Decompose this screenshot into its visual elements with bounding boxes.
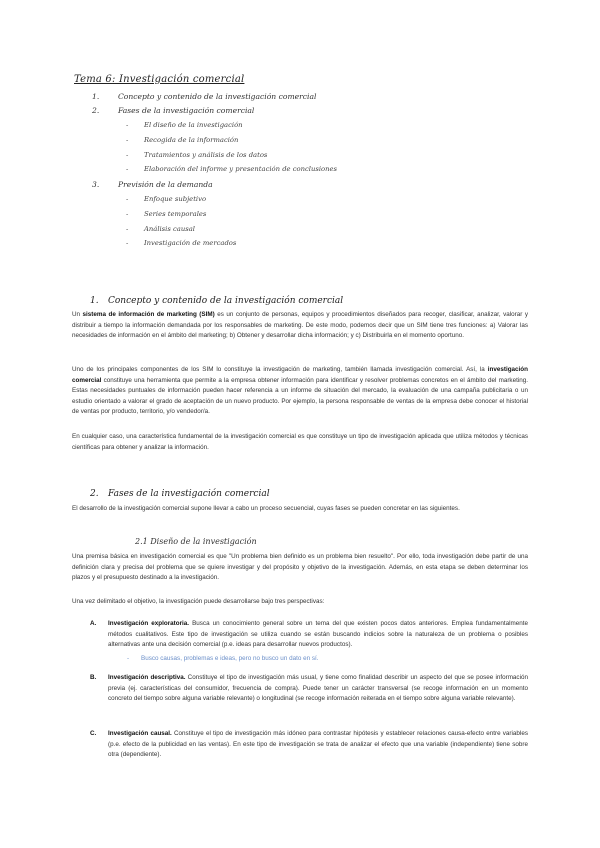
section-1-heading: 1. Concepto y contenido de la investigación comercial [90,296,344,306]
section-2-intro: El desarrollo de la investigación comercial supone llevar a cabo un proceso secuencial, cuyas fases se pueden concretar en las siguientes. [72,505,460,512]
section-2-paragraph-2: Una vez delimitado el objetivo, la investigación puede desarrollarse bajo tres perspectivas: [72,598,325,605]
section-2-paragraph-1: Una premisa básica en investigación comercial es que "Un problema bien definido es un problema bien resuelto". Por ello, toda investigación debe partir de una definición clara y precisa del problema que se quiere investigar y del propósito y objetivo de la investigación. Además, en esta etapa se deben determinar los plazos y el presupuesto destinado a la investigación. [72,553,528,581]
list-item-b: B. Investigación descriptiva. Constituye el tipo de investigación más usual, y tiene como finalidad describir un aspecto del que se posee información previa (ej. características del consumidor, frecuencia de compra). Puede tener un carácter transversal (se recoge información en un momento concreto del tiempo sobre alguna variable relevante) o longitudinal (se recoge información reiterada en el tiempo sobre alguna variable relevante). [90,674,528,702]
toc-item-2: 2. Fases de la investigación comercial [92,106,255,115]
subsection-2-1-heading: 2.1 Diseño de la investigación [135,537,257,546]
section-1-paragraph-3: En cualquier caso, una característica fundamental de la investigación comercial es que constituye un tipo de investigación aplicada que utiliza métodos y técnicas científicas para obtener y analizar la información. [72,433,528,451]
list-item-c: C. Investigación causal. Constituye el tipo de investigación más idóneo para contrastar hipótesis y establecer relaciones causa-efecto entre variables (p.e. efecto de la publicidad en las ventas). En este tipo de investigación se trata de analizar el efecto que una variable (independiente) tiene sobre otra (dependiente). [90,730,528,758]
section-2-heading: 2. Fases de la investigación comercial [90,489,270,499]
toc-subitem: - Elaboración del informe y presentación de conclusiones [126,165,338,173]
section-1-paragraph-1: Un sistema de información de marketing (SIM) es un conjunto de personas, equipos y procedimientos diseñados para recoger, clasificar, analizar, valorar y distribuir a tiempo la información demandada por los responsables de marketing. De este modo, podemos decir que un SIM tiene tres funciones: a) Valorar las necesidades de información en el ámbito del marketing; b) Obtener y desarrollar dicha información; y c) Distribuirla en el momento oportuno. [72,311,528,339]
note-item-a: - Busco causas, problemas e ideas, pero no busco un dato en sí. [127,655,319,662]
toc-subitem: - Investigación de mercados [126,239,237,247]
toc-subitem: - Enfoque subjetivo [126,195,207,203]
toc-item-1: 1. Concepto y contenido de la investigación comercial [92,92,317,101]
toc-item-3: 3. Previsión de la demanda [92,180,213,189]
document-title: Tema 6: Investigación comercial [74,74,245,85]
toc-subitem: - El diseño de la investigación [126,121,243,129]
toc-subitem: - Recogida de la información [126,136,239,144]
toc-subitem: - Análisis causal [126,225,195,233]
list-item-a: A. Investigación exploratoria. Busca un conocimiento general sobre un tema del que existen pocos datos anteriores. Emplea fundamentalmente métodos cualitativos. Este tipo de investigación se utiliza cuando se están buscando indicios sobre la naturaleza de un problema o posibles alternativas ante una decisión comercial (p.e. ideas para desarrollar nuevos productos). [90,620,528,648]
section-1-paragraph-2: Uno de los principales componentes de los SIM lo constituye la investigación de marketing, también llamada investigación comercial. Así, la investigación comercial constituye una herramienta que permite a la empresa obtener información para identificar y resolver problemas concretos en el ámbito del marketing. Estas necesidades puntuales de información pueden hacer referencia a un informe de situación del mercado, la evaluación de una campaña publicitaria o un estudio orientado a valorar el grado de aceptación de un nuevo producto. Por ejemplo, la persona responsable de ventas de la empresa debe conocer el historial de ventas por producto, territorio, y/o vendedor/a. [72,366,528,415]
toc-subitem: - Series temporales [126,210,207,218]
toc-subitem: - Tratamientos y análisis de los datos [126,151,268,159]
